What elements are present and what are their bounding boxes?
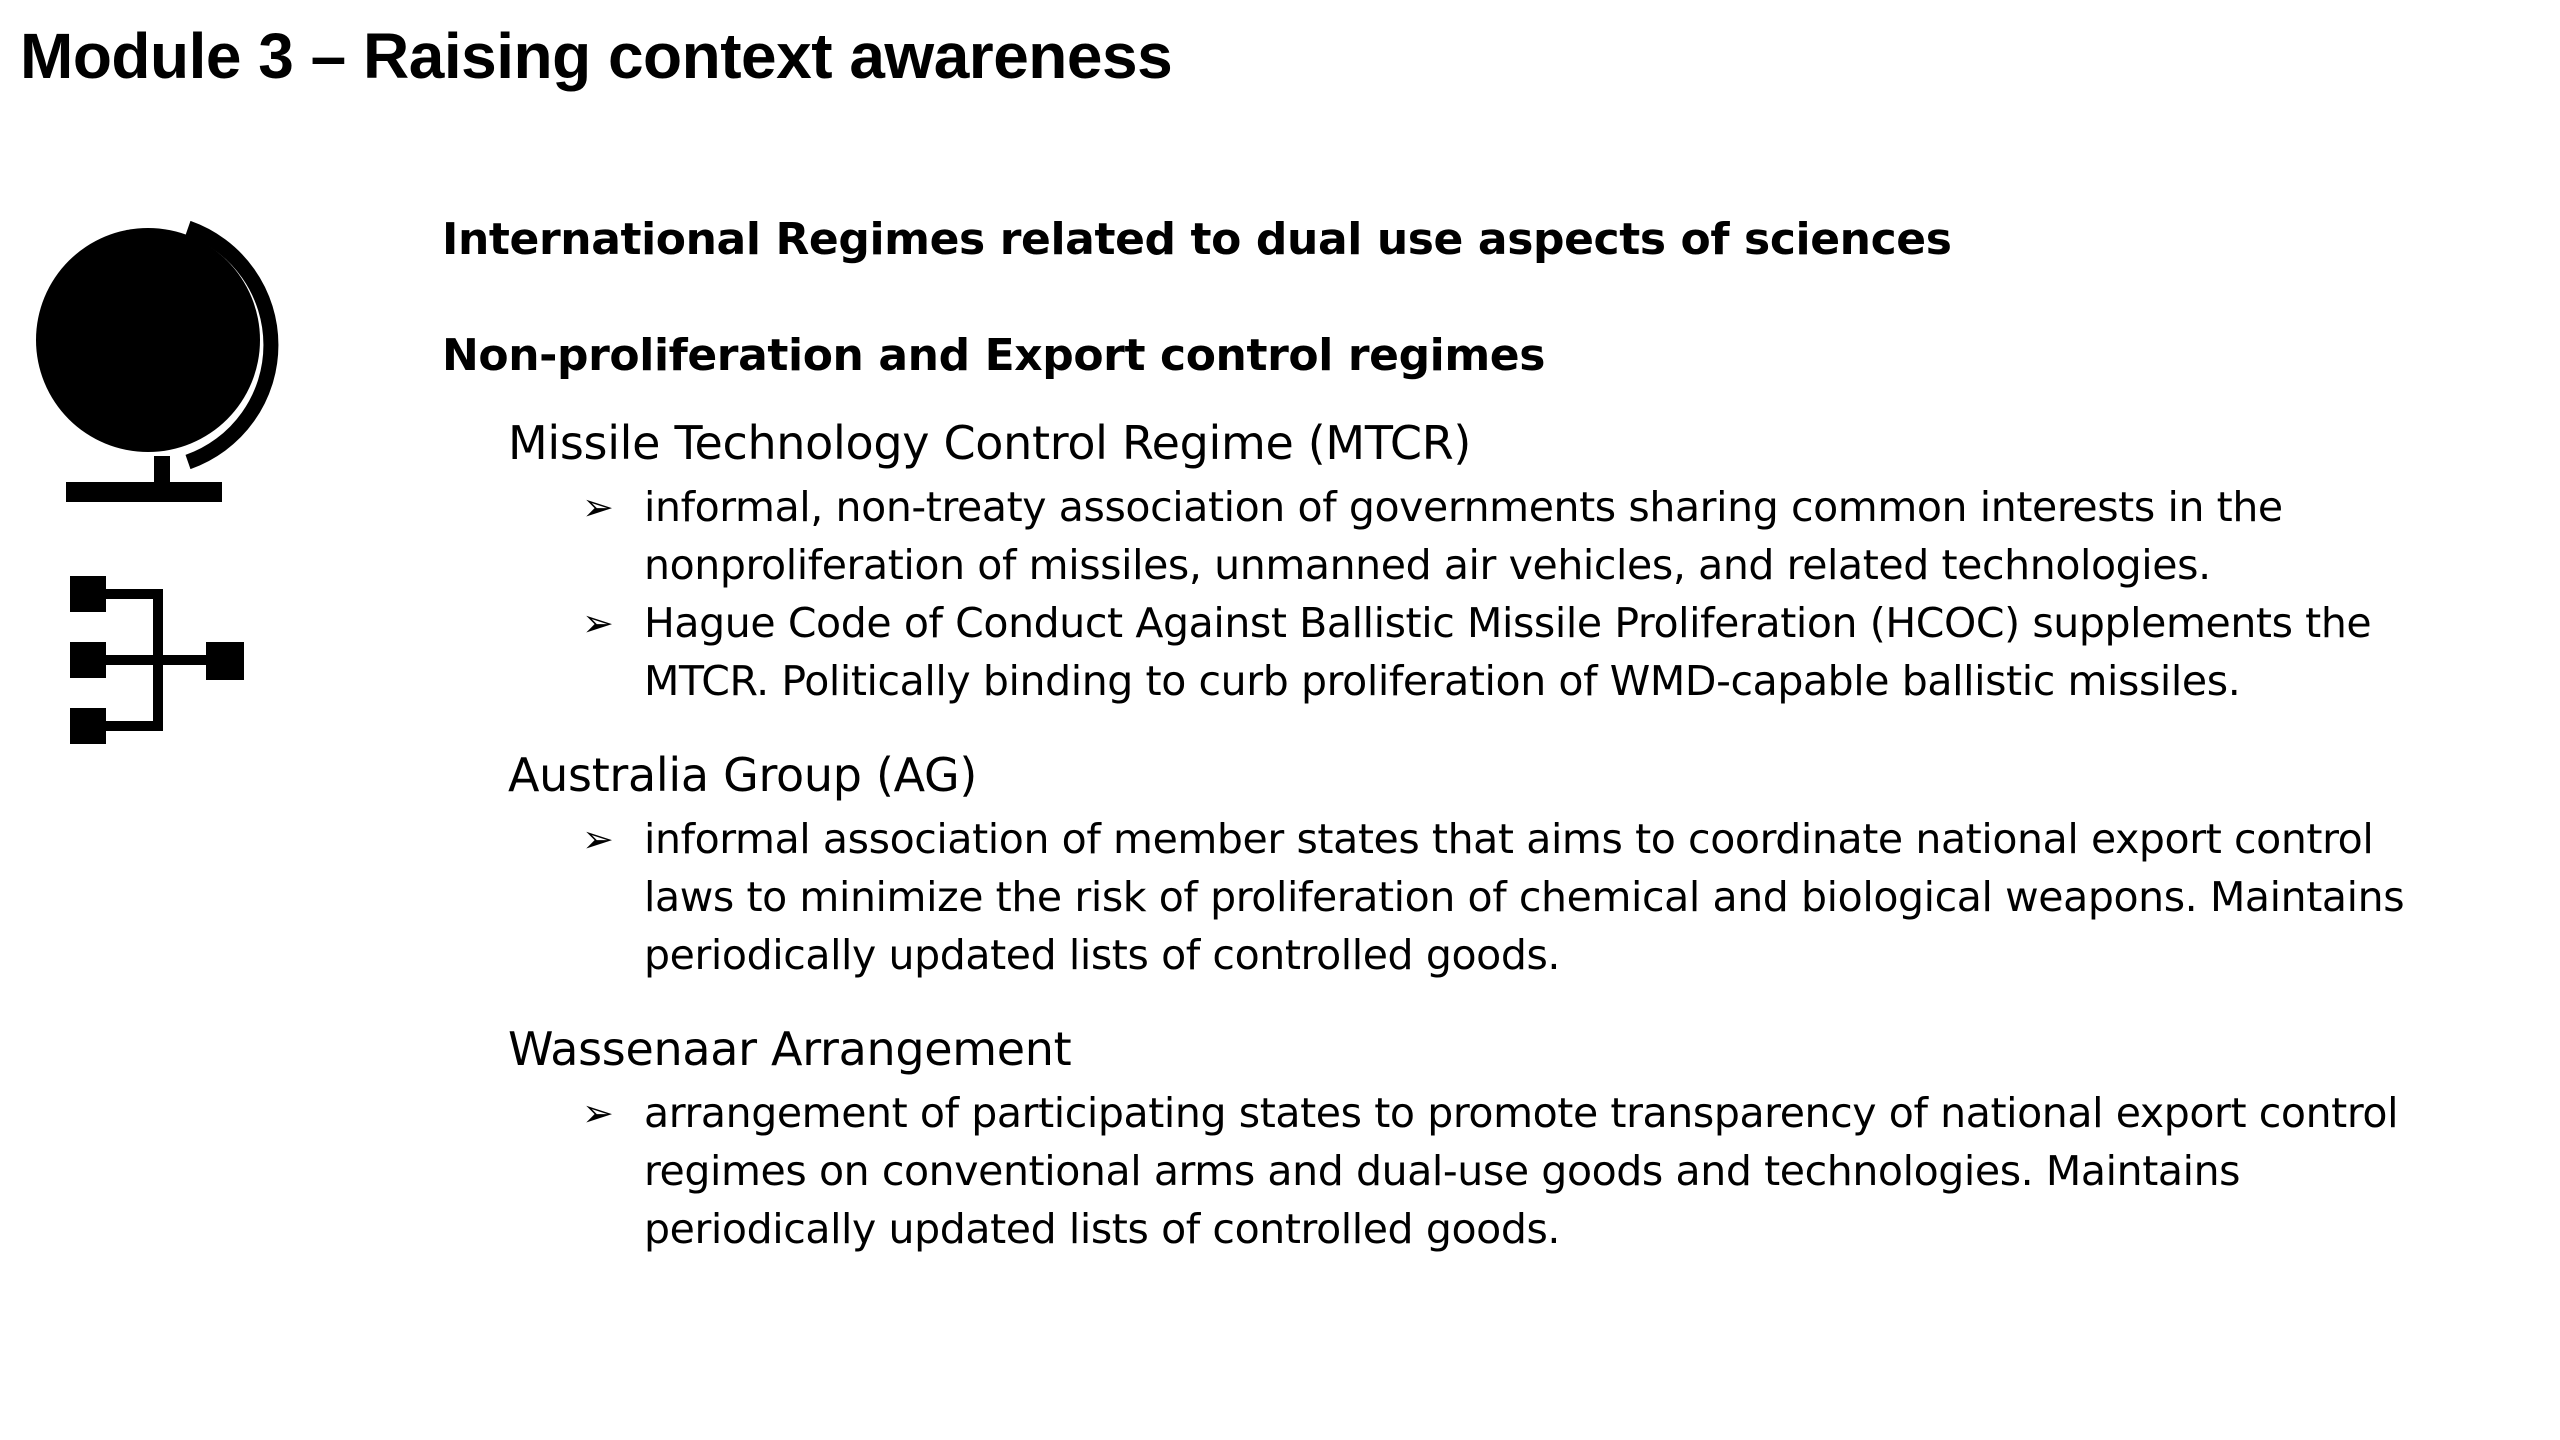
hierarchy-node-bottom	[70, 708, 106, 744]
hierarchy-node-root	[206, 642, 244, 680]
bullet-text: informal association of member states that aims to coordinate national export control laws to minimize the risk of proliferation of chemical and biological weapons. Maintains periodically updated lists of controlled goods.	[644, 815, 2405, 979]
bullet-text: arrangement of participating states to promote transparency of national export control regimes on conventional arms and dual-use goods and technologies. Maintains periodically updated lists of controlled goods.	[644, 1089, 2399, 1253]
heading-international-regimes: International Regimes related to dual use aspects of sciences	[442, 214, 1952, 265]
regime-australia-group	[508, 746, 2462, 984]
arrow-bullet-icon: ➢	[582, 817, 614, 861]
globe-sphere	[36, 228, 260, 452]
hierarchy-node-top	[70, 576, 106, 612]
regime-title: Missile Technology Control Regime (MTCR)	[508, 416, 1472, 470]
regime-mtcr	[508, 414, 2462, 710]
arrow-bullet-icon: ➢	[582, 601, 614, 645]
regime-title: Australia Group (AG)	[508, 748, 977, 802]
arrow-bullet-icon: ➢	[582, 485, 614, 529]
heading-nonproliferation: Non-proliferation and Export control regimes	[442, 330, 1546, 381]
globe-icon	[30, 212, 290, 508]
bullet-item	[582, 810, 2462, 984]
slide-content	[442, 212, 2462, 1294]
bullet-list	[508, 1084, 2462, 1258]
regime-title: Wassenaar Arrangement	[508, 1022, 1072, 1076]
bullet-item	[582, 478, 2462, 594]
regime-wassenaar	[508, 1020, 2462, 1258]
hierarchy-connectors	[106, 594, 206, 726]
bullet-text: Hague Code of Conduct Against Ballistic Missile Proliferation (HCOC) supplements the MTCR. Politically binding to curb proliferation of WMD-capable ballistic missiles.	[644, 599, 2372, 705]
hierarchy-node-middle	[70, 642, 106, 678]
arrow-bullet-icon: ➢	[582, 1091, 614, 1135]
bullet-list	[508, 478, 2462, 710]
globe-stand-base	[66, 482, 222, 502]
bullet-item	[582, 594, 2462, 710]
slide-title: Module 3 – Raising context awareness	[20, 20, 1173, 92]
hierarchy-icon	[66, 568, 248, 750]
bullet-text: informal, non-treaty association of governments sharing common interests in the nonproliferation of missiles, unmanned air vehicles, and related technologies.	[644, 483, 2283, 589]
globe-stand-neck	[154, 456, 170, 484]
bullet-item	[582, 1084, 2462, 1258]
bullet-list	[508, 810, 2462, 984]
